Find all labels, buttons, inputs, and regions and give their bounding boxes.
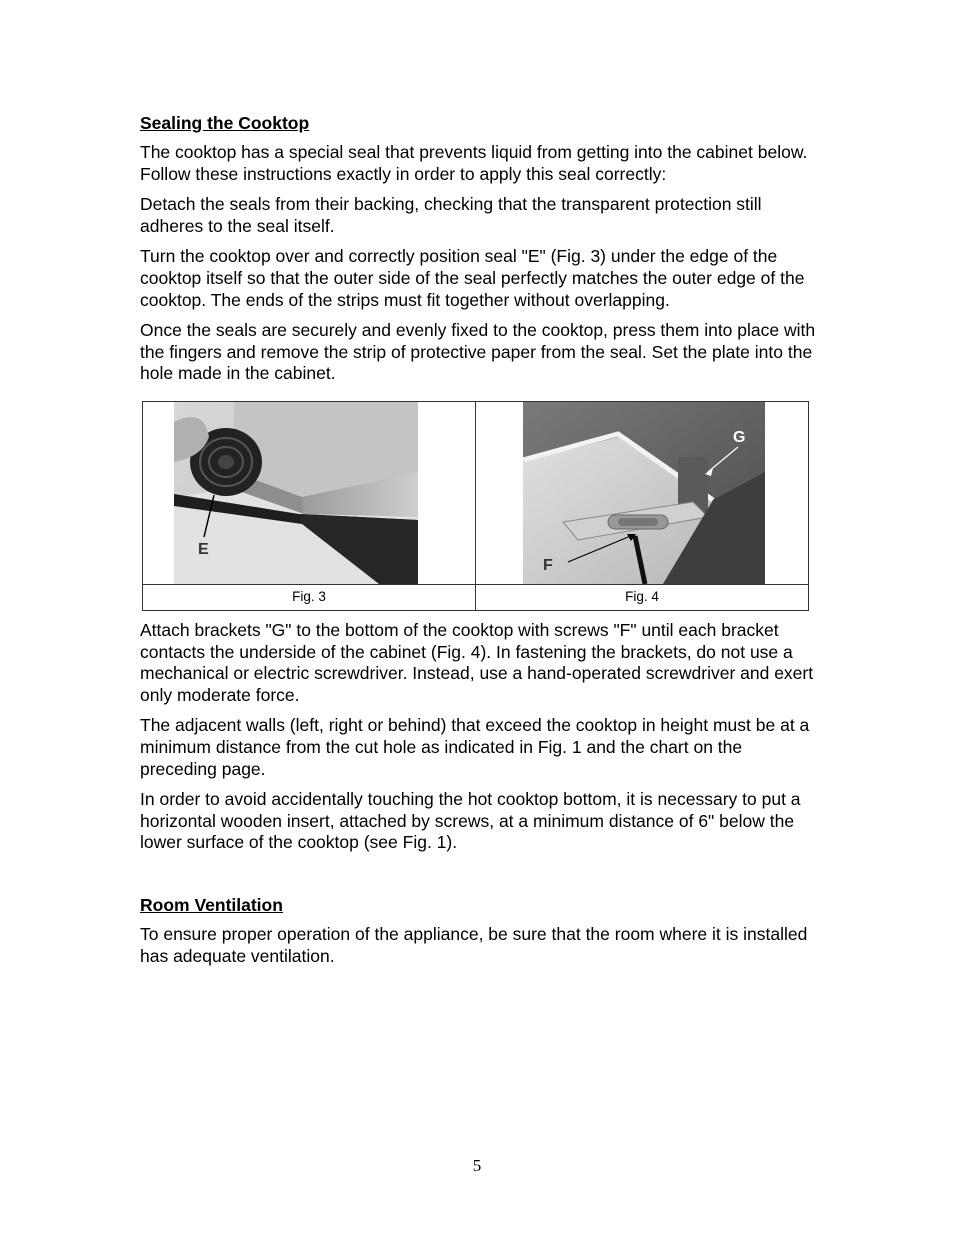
figure-caption-fig4: Fig. 4: [476, 584, 808, 610]
paragraph: The cooktop has a special seal that prevents liquid from getting into the cabinet below. Follow these instructions exactly in order to apply this seal correctly:: [140, 142, 808, 184]
paragraph: In order to avoid accidentally touching the hot cooktop bottom, it is necessary to put a horizontal wooden insert, attached by screws, at a minimum distance of 6" below the lower surface of the cooktop (see Fig. 1).: [140, 789, 801, 853]
paragraph: Turn the cooktop over and correctly position seal "E" (Fig. 3) under the edge of the cooktop itself so that the outer side of the seal perfectly matches the outer edge of the cooktop. The ends of the strips must fit together without overlapping.: [140, 246, 805, 310]
section-heading-ventilation: Room Ventilation: [140, 895, 283, 915]
paragraph: Detach the seals from their backing, checking that the transparent protection still adheres to the seal itself.: [140, 194, 762, 236]
paragraph: Attach brackets "G" to the bottom of the cooktop with screws "F" until each bracket contacts the underside of the cabinet (Fig. 4). In fastening the brackets, do not use a mechanical or electric screwdriver. Instead, use a hand-operated screwdriver and exert only moderate force.: [140, 620, 814, 705]
fig3-photo: [174, 402, 418, 584]
figure-cell-fig4: [476, 402, 808, 584]
figure-caption-fig3: Fig. 3: [143, 584, 476, 610]
paragraph: Once the seals are securely and evenly fixed to the cooktop, press them into place with the fingers and remove the strip of protective paper from the seal. Set the plate into the hole made in the cabinet.: [140, 320, 816, 384]
section-heading-sealing: Sealing the Cooktop: [140, 113, 310, 133]
fig3-label-e: E: [198, 541, 209, 558]
section-brackets: [140, 620, 820, 863]
section-ventilation: [140, 894, 820, 976]
fig4-label-g: G: [733, 429, 746, 446]
page-number: 5: [472, 1156, 482, 1175]
figure-table: [142, 401, 809, 611]
section-sealing: [140, 112, 820, 394]
fig4-photo: [523, 402, 765, 584]
paragraph: The adjacent walls (left, right or behind) that exceed the cooktop in height must be at a minimum distance from the cut hole as indicated in Fig. 1 and the chart on the preceding page.: [140, 715, 810, 779]
figure-cell-fig3: [143, 402, 476, 584]
paragraph: To ensure proper operation of the appliance, be sure that the room where it is installed has adequate ventilation.: [140, 924, 808, 966]
fig4-label-f: F: [543, 557, 553, 574]
